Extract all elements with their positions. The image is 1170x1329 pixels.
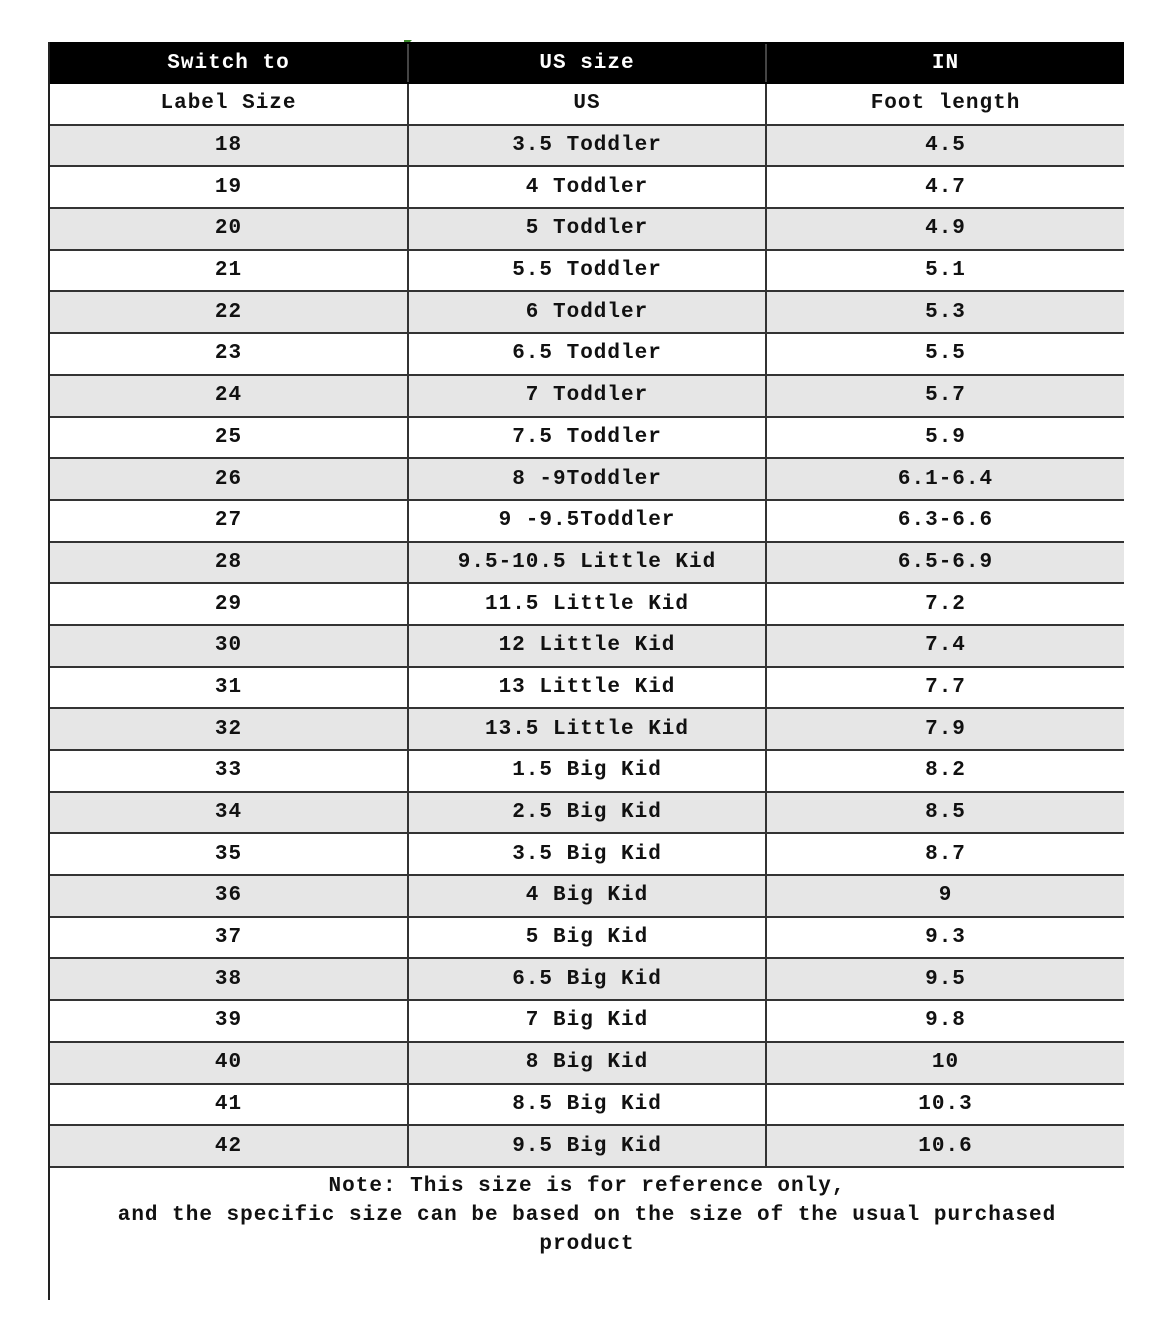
table-row xyxy=(50,1125,1124,1167)
foot-length-cell: 4.9 xyxy=(766,208,1124,250)
label-size-cell: 33 xyxy=(50,750,408,792)
label-size-cell: 36 xyxy=(50,875,408,917)
table-row xyxy=(50,458,1124,500)
label-size-cell: 41 xyxy=(50,1084,408,1126)
subheader-us: US xyxy=(408,83,766,125)
foot-length-cell: 5.5 xyxy=(766,333,1124,375)
foot-length-cell: 7.7 xyxy=(766,667,1124,709)
foot-length-cell: 9.3 xyxy=(766,917,1124,959)
table-row xyxy=(50,542,1124,584)
us-size-cell: 5 Toddler xyxy=(408,208,766,250)
foot-length-cell: 5.3 xyxy=(766,291,1124,333)
us-size-cell: 2.5 Big Kid xyxy=(408,792,766,834)
us-size-cell: 8 -9Toddler xyxy=(408,458,766,500)
table-row xyxy=(50,166,1124,208)
foot-length-cell: 10.6 xyxy=(766,1125,1124,1167)
us-size-cell: 9.5-10.5 Little Kid xyxy=(408,542,766,584)
size-table xyxy=(50,42,1124,1168)
note xyxy=(50,1168,1124,1259)
subheader-label-size: Label Size xyxy=(50,83,408,125)
label-size-cell: 28 xyxy=(50,542,408,584)
us-size-cell: 13 Little Kid xyxy=(408,667,766,709)
us-size-cell: 9 -9.5Toddler xyxy=(408,500,766,542)
table-row xyxy=(50,1042,1124,1084)
label-size-cell: 31 xyxy=(50,667,408,709)
table-row xyxy=(50,875,1124,917)
foot-length-cell: 10.3 xyxy=(766,1084,1124,1126)
header-switch-to: Switch to xyxy=(50,43,408,83)
us-size-cell: 7 Big Kid xyxy=(408,1000,766,1042)
foot-length-cell: 5.7 xyxy=(766,375,1124,417)
table-row xyxy=(50,625,1124,667)
foot-length-cell: 8.2 xyxy=(766,750,1124,792)
us-size-cell: 6 Toddler xyxy=(408,291,766,333)
subheader-row xyxy=(50,83,1124,125)
us-size-cell: 6.5 Big Kid xyxy=(408,958,766,1000)
label-size-cell: 26 xyxy=(50,458,408,500)
table-row xyxy=(50,792,1124,834)
us-size-cell: 8.5 Big Kid xyxy=(408,1084,766,1126)
table-row xyxy=(50,417,1124,459)
foot-length-cell: 6.3-6.6 xyxy=(766,500,1124,542)
label-size-cell: 42 xyxy=(50,1125,408,1167)
table-row xyxy=(50,667,1124,709)
foot-length-cell: 8.7 xyxy=(766,833,1124,875)
label-size-cell: 22 xyxy=(50,291,408,333)
table-row xyxy=(50,250,1124,292)
us-size-cell: 4 Toddler xyxy=(408,166,766,208)
table-row xyxy=(50,917,1124,959)
subheader-foot-length: Foot length xyxy=(766,83,1124,125)
table-row xyxy=(50,500,1124,542)
us-size-cell: 12 Little Kid xyxy=(408,625,766,667)
foot-length-cell: 7.2 xyxy=(766,583,1124,625)
label-size-cell: 25 xyxy=(50,417,408,459)
label-size-cell: 35 xyxy=(50,833,408,875)
label-size-cell: 19 xyxy=(50,166,408,208)
us-size-cell: 6.5 Toddler xyxy=(408,333,766,375)
us-size-cell: 7.5 Toddler xyxy=(408,417,766,459)
header-row xyxy=(50,43,1124,83)
us-size-cell: 8 Big Kid xyxy=(408,1042,766,1084)
us-size-cell: 5.5 Toddler xyxy=(408,250,766,292)
us-size-cell: 5 Big Kid xyxy=(408,917,766,959)
table-row xyxy=(50,125,1124,167)
table-row xyxy=(50,291,1124,333)
foot-length-cell: 7.9 xyxy=(766,708,1124,750)
foot-length-cell: 9.8 xyxy=(766,1000,1124,1042)
us-size-cell: 1.5 Big Kid xyxy=(408,750,766,792)
foot-length-cell: 7.4 xyxy=(766,625,1124,667)
label-size-cell: 39 xyxy=(50,1000,408,1042)
foot-length-cell: 9 xyxy=(766,875,1124,917)
label-size-cell: 21 xyxy=(50,250,408,292)
header-in: IN xyxy=(766,43,1124,83)
table-row xyxy=(50,208,1124,250)
us-size-cell: 9.5 Big Kid xyxy=(408,1125,766,1167)
table-row xyxy=(50,583,1124,625)
table-row xyxy=(50,750,1124,792)
label-size-cell: 32 xyxy=(50,708,408,750)
label-size-cell: 23 xyxy=(50,333,408,375)
note-line-3: product xyxy=(539,1232,635,1256)
note-line-1: Note: This size is for reference only, xyxy=(328,1174,846,1198)
header-us-size: US size xyxy=(408,43,766,83)
us-size-cell: 3.5 Toddler xyxy=(408,125,766,167)
foot-length-cell: 9.5 xyxy=(766,958,1124,1000)
us-size-cell: 4 Big Kid xyxy=(408,875,766,917)
label-size-cell: 18 xyxy=(50,125,408,167)
label-size-cell: 40 xyxy=(50,1042,408,1084)
table-row xyxy=(50,1000,1124,1042)
label-size-cell: 30 xyxy=(50,625,408,667)
label-size-cell: 24 xyxy=(50,375,408,417)
us-size-cell: 11.5 Little Kid xyxy=(408,583,766,625)
table-row xyxy=(50,375,1124,417)
note-line-2: and the specific size can be based on the size of the usual purchased xyxy=(117,1203,1057,1227)
foot-length-cell: 4.5 xyxy=(766,125,1124,167)
foot-length-cell: 6.5-6.9 xyxy=(766,542,1124,584)
label-size-cell: 29 xyxy=(50,583,408,625)
foot-length-cell: 5.9 xyxy=(766,417,1124,459)
foot-length-cell: 8.5 xyxy=(766,792,1124,834)
label-size-cell: 34 xyxy=(50,792,408,834)
foot-length-cell: 5.1 xyxy=(766,250,1124,292)
table-row xyxy=(50,708,1124,750)
size-chart xyxy=(48,42,1124,1300)
foot-length-cell: 4.7 xyxy=(766,166,1124,208)
table-row xyxy=(50,333,1124,375)
label-size-cell: 20 xyxy=(50,208,408,250)
label-size-cell: 37 xyxy=(50,917,408,959)
table-row xyxy=(50,833,1124,875)
foot-length-cell: 10 xyxy=(766,1042,1124,1084)
table-row xyxy=(50,1084,1124,1126)
us-size-cell: 3.5 Big Kid xyxy=(408,833,766,875)
us-size-cell: 13.5 Little Kid xyxy=(408,708,766,750)
label-size-cell: 38 xyxy=(50,958,408,1000)
table-row xyxy=(50,958,1124,1000)
us-size-cell: 7 Toddler xyxy=(408,375,766,417)
label-size-cell: 27 xyxy=(50,500,408,542)
foot-length-cell: 6.1-6.4 xyxy=(766,458,1124,500)
